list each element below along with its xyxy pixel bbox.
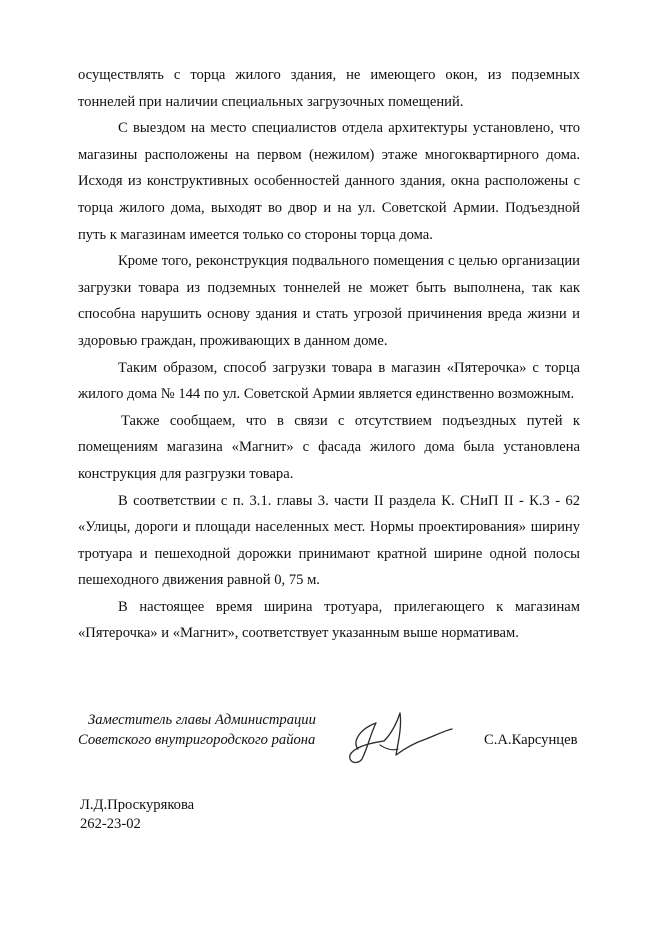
paragraph-2: С выездом на место специалистов отдела архитектуры установлено, что магазины расположены на первом (нежилом) этаже многоквартирного дома. Исходя из конструктивных особенностей данного здания, окна расположены с торца жилого дома, выходят во двор и на ул. Советской Армии. Подъездной путь к магазинам имеется только со стороны торца дома. — [78, 120, 580, 243]
paragraph-1: осуществлять с торца жилого здания, не имеющего окон, из подземных тоннелей при наличии специальных загрузочных помещений. — [78, 67, 580, 110]
signatory-position-line-1: Заместитель главы Администрации — [88, 712, 316, 728]
paragraph-6: В соответствии с п. 3.1. главы 3. части II раздела К. СНиП II - К.3 - 62 «Улицы, дороги и площади населенных мест. Нормы проектирования» ширину тротуара и пешеходной дорожки принимают кратной ширине одной полосы пешеходного движения равной 0, 75 м. — [78, 492, 580, 589]
executor-name: Л.Д.Проскурякова — [80, 797, 195, 813]
letter-body — [78, 62, 580, 647]
signatory-name: С.А.Карсунцев — [484, 732, 578, 748]
paragraph-4: Таким образом, способ загрузки товара в магазин «Пятерочка» с торца жилого дома № 144 по ул. Советской Армии является единственно возможным. — [78, 359, 580, 403]
paragraph-7: В настоящее время ширина тротуара, прилегающего к магазинам «Пятерочка» и «Магнит», соответствует указанным выше нормативам. — [78, 598, 580, 642]
signature-block — [78, 708, 598, 778]
executor-info — [80, 796, 194, 834]
paragraph-5: Также сообщаем, что в связи с отсутствием подъездных путей к помещениям магазина «Магнит» с фасада жилого дома была установлена конструкция для разгрузки товара. — [78, 412, 580, 482]
signatory-position-line-2: Советского внутригородского района — [78, 732, 316, 748]
paragraph-3: Кроме того, реконструкция подвального помещения с целью организации загрузки товара из подземных тоннелей не может быть выполнена, так как способна нарушить основу здания и стать угрозой причинения вреда жизни и здоровью граждан, проживающих в данном доме. — [78, 253, 580, 349]
handwritten-signature — [340, 705, 465, 770]
executor-phone: 262-23-02 — [80, 816, 141, 832]
